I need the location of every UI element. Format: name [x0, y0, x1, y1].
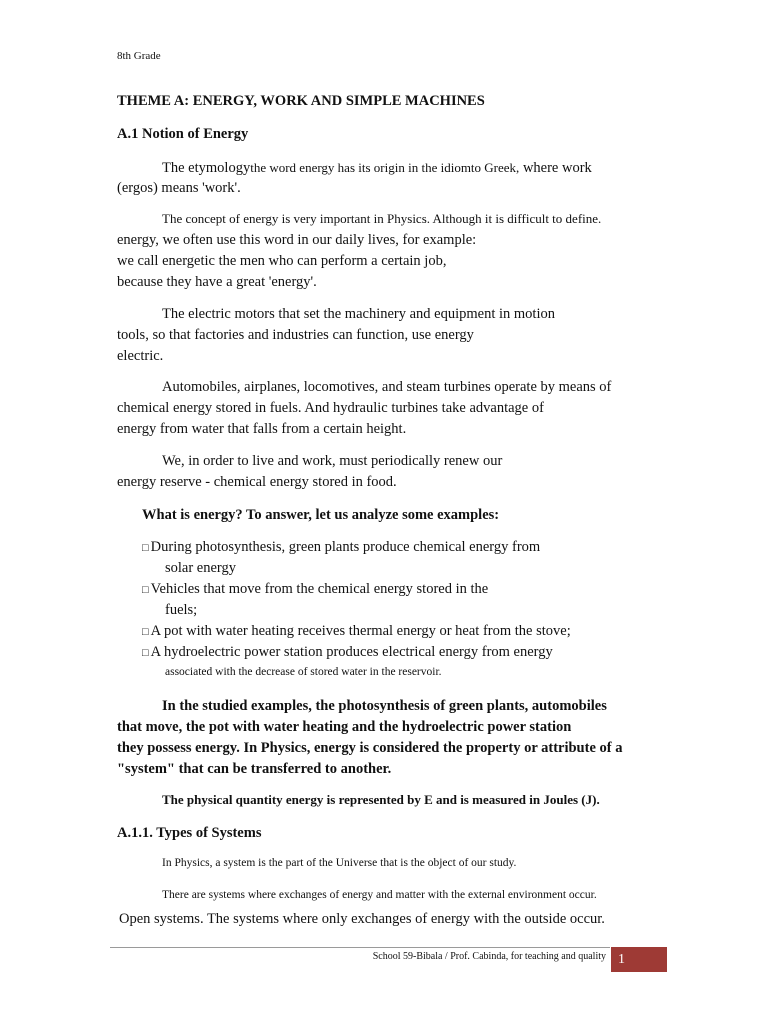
bullet-3-text: A pot with water heating receives thermal energy or heat from the stove;: [150, 623, 571, 639]
p6-line-1: In the studied examples, the photosynthesis of green plants, automobiles: [162, 698, 607, 714]
p2-line-2: energy, we often use this word in our daily lives, for example:: [117, 232, 477, 248]
header-grade: 8th Grade: [117, 50, 161, 62]
p2-line-3: we call energetic the men who can perform a certain job,: [117, 253, 447, 269]
checkbox-bullet-icon: □: [142, 542, 149, 554]
page-number-badge: [611, 947, 667, 972]
checkbox-bullet-icon: □: [142, 626, 149, 638]
bullet-4: [142, 642, 553, 664]
page-number: 1: [618, 951, 625, 967]
p4-line-2: chemical energy stored in fuels. And hydraulic turbines take advantage of: [117, 400, 544, 416]
p5-line-2: energy reserve - chemical energy stored in food.: [117, 474, 397, 490]
bullet-3: [142, 621, 571, 643]
footer-divider: [110, 947, 610, 948]
section-title: A.1 Notion of Energy: [117, 126, 249, 142]
p9-open-systems: There are systems where exchanges of energy and matter with the external environment occur.: [162, 889, 597, 901]
p4-line-3: energy from water that falls from a certain height.: [117, 421, 407, 437]
question-heading: What is energy? To answer, let us analyze some examples:: [142, 507, 500, 523]
bullet-1: [142, 537, 540, 559]
p1-where-work: where work: [519, 160, 592, 176]
p4-line-1: Automobiles, airplanes, locomotives, and steam turbines operate by means of: [162, 379, 612, 395]
bullet-2-text: Vehicles that move from the chemical energy stored in the: [150, 581, 489, 597]
bullet-1-text: During photosynthesis, green plants produce chemical energy from: [150, 539, 541, 555]
p6-line-3: they possess energy. In Physics, energy is considered the property or attribute of a: [117, 740, 623, 756]
p2-line-1: The concept of energy is very important in Physics. Although it is difficult to define.: [162, 211, 602, 226]
checkbox-bullet-icon: □: [142, 647, 149, 659]
p7-energy-unit: The physical quantity energy is represented by E and is measured in Joules (J).: [162, 792, 600, 807]
p8-system-definition: In Physics, a system is the part of the Universe that is the object of our study.: [162, 857, 517, 869]
p3-line-2: tools, so that factories and industries can function, use energy: [117, 327, 474, 343]
p1-line-2: (ergos) means 'work'.: [117, 180, 241, 196]
p1-etymology: The etymology: [162, 160, 251, 176]
p10-closed-systems: Open systems. The systems where only exchanges of energy with the outside occur.: [119, 911, 605, 927]
p3-line-3: electric.: [117, 348, 164, 364]
checkbox-bullet-icon: □: [142, 584, 149, 596]
p5-line-1: We, in order to live and work, must periodically renew our: [162, 453, 503, 469]
p3-line-1: The electric motors that set the machinery and equipment in motion: [162, 306, 555, 322]
subsection-title: A.1.1. Types of Systems: [117, 825, 262, 841]
bullet-1-continuation: solar energy: [165, 560, 236, 576]
footer-text: School 59-Bibala / Prof. Cabinda, for teaching and quality: [372, 951, 606, 962]
p1-origin: the word energy has its origin in the idiomto Greek,: [250, 160, 520, 175]
p6-line-4: "system" that can be transferred to another.: [117, 761, 392, 777]
bullet-2-continuation: fuels;: [165, 602, 198, 618]
p6-line-2: that move, the pot with water heating and the hydroelectric power station: [117, 719, 572, 735]
p1-line-1: [162, 157, 592, 179]
bullet-4-text: A hydroelectric power station produces electrical energy from energy: [150, 644, 553, 660]
theme-title: THEME A: ENERGY, WORK AND SIMPLE MACHINES: [117, 93, 485, 109]
bullet-4-continuation: associated with the decrease of stored water in the reservoir.: [165, 666, 442, 678]
p2-line-4: because they have a great 'energy'.: [117, 274, 317, 290]
bullet-2: [142, 579, 488, 601]
